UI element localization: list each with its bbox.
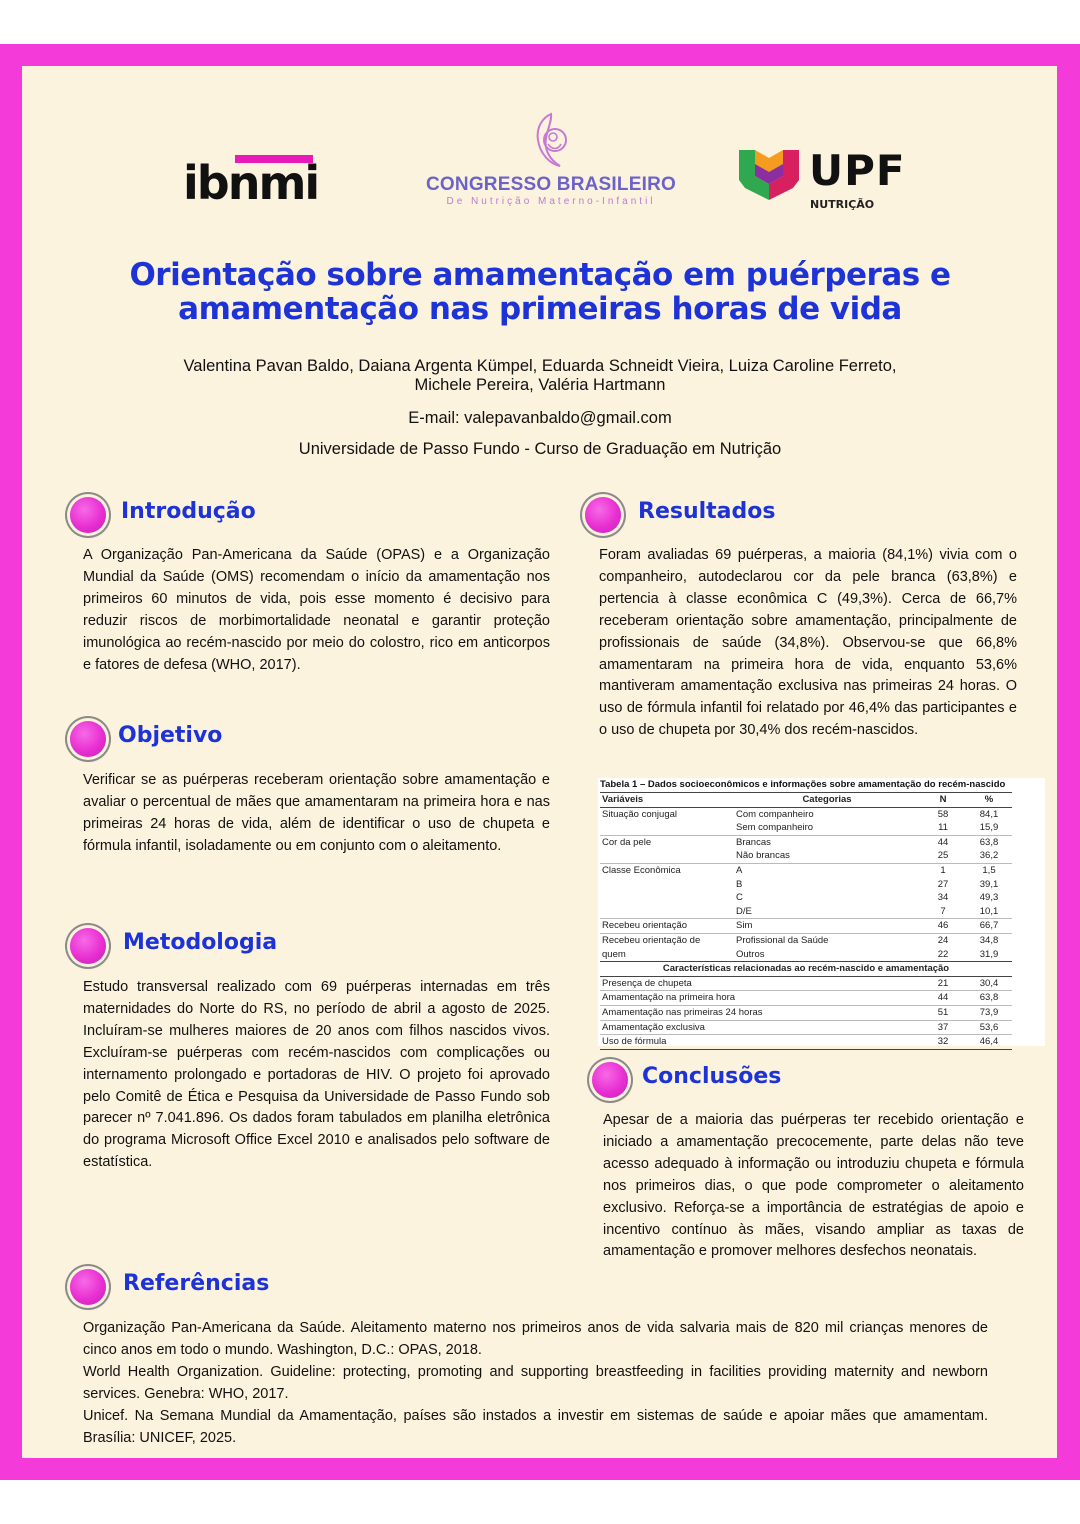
data-table: [600, 792, 1012, 1050]
table-cell: 15,9: [979, 822, 999, 834]
table-row: [600, 849, 1012, 863]
section-objetivo-header: [70, 721, 370, 765]
section-resultados-title: Resultados: [638, 499, 776, 524]
table-row: [600, 919, 1012, 934]
poster-title: [60, 258, 1020, 326]
table-cell: 63,8: [966, 991, 1012, 1006]
upf-logo: [737, 146, 937, 216]
references-list: [83, 1318, 988, 1449]
section-introducao-header: [70, 497, 370, 541]
ibnmi-logo: [183, 155, 333, 210]
table-cell: Brancas: [734, 835, 920, 849]
section-bullet-icon: [585, 497, 621, 533]
table-row: [600, 905, 1012, 919]
table-cell: 1: [920, 863, 966, 877]
table-cell: C: [736, 892, 743, 904]
table-cell: 7: [940, 905, 946, 917]
section-objetivo-title: Objetivo: [118, 723, 223, 748]
table-cell: 46: [920, 919, 966, 934]
reference-item: World Health Organization. Guideline: protecting, promoting and supporting breastfeeding in facilities providing maternity and newborn services. Genebra: WHO, 2017.: [83, 1363, 988, 1402]
section-introducao-title: Introdução: [121, 499, 256, 524]
poster-title-line1: Orientação sobre amamentação em puérperas e: [129, 257, 951, 293]
table-row: [600, 891, 1012, 905]
table-caption: Tabela 1 – Dados socioeconômicos e informações sobre amamentação do recém-nascido: [600, 779, 1006, 790]
upf-logo-subtitle: NUTRIÇÃO: [810, 198, 875, 211]
table-cell: A: [734, 863, 920, 877]
table-cell: 36,2: [979, 850, 999, 862]
table-row: [600, 1005, 1012, 1020]
section-bullet-icon: [592, 1062, 628, 1098]
table-cell: 49,3: [979, 892, 999, 904]
section-resultados-header: [585, 497, 885, 541]
section-metodologia-header: [70, 928, 370, 972]
table-cell: 30,4: [966, 976, 1012, 991]
table-cell: 25: [937, 850, 949, 862]
table-cell: 22: [937, 948, 949, 960]
upf-logo-text: UPF: [809, 146, 906, 195]
table-cell: 1,5: [966, 863, 1012, 877]
table-cell: 34: [937, 892, 949, 904]
section-resultados-text: Foram avaliadas 69 puérperas, a maioria (84,1%) vivia com o companheiro, autodeclarou cor da pele branca (63,8%) e pertencia à classe econômica C (49,3%). Cerca de 66,7% receberam orientação sobre amamentação, principalmente de profissionais de saúde (34,8%). Observou-se que 66,8% amamentaram na primeira hora de vida, enquanto 53,6% mantiveram amamentação exclusiva nas primeiras 24 horas. O uso de fórmula infantil foi relatado por 46,4% das participantes e o uso de chupeta por 30,4% dos recém-nascidos.: [599, 547, 1017, 739]
table-cell: [600, 849, 734, 863]
table-cell: Com companheiro: [736, 808, 814, 820]
table-cell: Sim: [734, 919, 920, 934]
table-cell: Cor da pele: [600, 835, 734, 849]
section-bullet-icon: [70, 721, 106, 757]
table-header-cell: Categorias: [802, 794, 852, 805]
section-bullet-icon: [70, 1269, 106, 1305]
congresso-logo: [420, 110, 682, 214]
reference-item: Unicef. Na Semana Mundial da Amamentação, países são instados a investir em sistemas de saúde e apoiar mães que amamentam. Brasília: UNICEF, 2025.: [83, 1407, 988, 1446]
table-cell: 73,9: [966, 1005, 1012, 1020]
authors-line1: Valentina Pavan Baldo, Daiana Argenta Kümpel, Eduarda Schneidt Vieira, Luiza Caroline Ferreto,: [183, 357, 897, 375]
table-cell: D/E: [736, 905, 752, 917]
section-conclusoes-title: Conclusões: [642, 1064, 782, 1089]
results-table: [598, 778, 1045, 1046]
section-referencias-header: [70, 1269, 370, 1313]
table-cell: 32: [920, 1035, 966, 1050]
table-cell: 63,8: [966, 835, 1012, 849]
poster-title-line2: amamentação nas primeiras horas de vida: [178, 291, 902, 327]
table-cell: Recebeu orientação: [600, 919, 734, 934]
section-bullet-icon: [70, 928, 106, 964]
table-row: [600, 948, 1012, 962]
table-row: [600, 863, 1012, 877]
table-cell: 27: [937, 878, 949, 890]
table-cell: 66,7: [966, 919, 1012, 934]
institution: Universidade de Passo Fundo - Curso de Graduação em Nutrição: [298, 440, 782, 458]
table-cell: Presença de chupeta: [600, 976, 920, 991]
table-row: [600, 835, 1012, 849]
table-header-cell: Variáveis: [602, 794, 644, 805]
table-cell: 10,1: [979, 905, 999, 917]
mother-baby-icon: [526, 110, 576, 172]
table-cell: 44: [920, 991, 966, 1006]
table-cell: 46,4: [966, 1035, 1012, 1050]
section-introducao-text: A Organização Pan-Americana da Saúde (OPAS) e a Organização Mundial da Saúde (OMS) recomendam o início da amamentação nos primeiros 60 minutos de vida, pois esse momento é decisivo para reduzir riscos de morbimortalidade neonatal e garantir proteção imunológica ao recém-nascido por meio do colostro, rico em anticorpos e fatores de defesa (WHO, 2017).: [83, 547, 550, 673]
upf-shield-icon: [737, 146, 801, 202]
section-metodologia-text: Estudo transversal realizado com 69 puérperas internadas em três maternidades do Norte do RS, no período de abril a agosto de 2025. Incluíram-se mulheres maiores de 20 anos com filhos nascidos vivos. Excluíram-se puérperas com recém-nascidos com complicações ou internamento prolongado e portadoras de HIV. O projeto foi aprovado pelo Comitê de Ética e Pesquisa da Universidade de Passo Fundo sob parecer nº 7.041.896. Os dados foram tabulados em planilha eletrônica do programa Microsoft Office Excel 2010 e analisados pelo software de estatística.: [83, 979, 550, 1171]
table-cell: Amamentação nas primeiras 24 horas: [600, 1005, 920, 1020]
reference-item: Organização Pan-Americana da Saúde. Aleitamento materno nos primeiros anos de vida salvaria mais de 820 mil crianças menores de cinco anos em todo o mundo. Washington, D.C.: OPAS, 2018.: [83, 1320, 988, 1358]
table-cell: 84,1: [979, 808, 999, 820]
table-cell: 53,6: [966, 1020, 1012, 1035]
table-cell: Não brancas: [736, 850, 790, 862]
table-cell: 51: [920, 1005, 966, 1020]
congresso-logo-line1: CONGRESSO BRASILEIRO: [426, 174, 676, 195]
table-header-cell: %: [984, 794, 994, 805]
table-row: [600, 878, 1012, 892]
authors-line2: Michele Pereira, Valéria Hartmann: [414, 376, 666, 394]
table-cell: Outros: [736, 948, 765, 960]
table-row: [600, 991, 1012, 1006]
table-cell: [600, 891, 734, 905]
table-cell: 21: [920, 976, 966, 991]
table-cell: [600, 821, 734, 835]
table-cell: 44: [920, 835, 966, 849]
table-cell: [600, 878, 734, 892]
table-cell: 39,1: [979, 878, 999, 890]
table-cell: Situação conjugal: [602, 808, 677, 820]
table-row: [600, 807, 1012, 821]
table-cell: Amamentação na primeira hora: [600, 991, 920, 1006]
table-cell: 58: [937, 808, 949, 820]
section-bullet-icon: [70, 497, 106, 533]
table-cell: 11: [938, 822, 948, 834]
congresso-logo-line2: De Nutrição Materno-Infantil: [446, 196, 656, 207]
table-cell: Sem companheiro: [736, 822, 814, 834]
table-cell: quem: [602, 948, 626, 960]
table-row: [600, 976, 1012, 991]
section-conclusoes-header: [592, 1062, 892, 1106]
table-cell: 34,8: [966, 933, 1012, 947]
authors: [100, 357, 980, 395]
table-row: [600, 821, 1012, 835]
table-cell: Classe Econômica: [600, 863, 734, 877]
section-referencias-title: Referências: [123, 1271, 270, 1296]
ibnmi-logo-text: ibnmi: [183, 156, 319, 210]
table-cell: 31,9: [979, 948, 999, 960]
table-cell: Amamentação exclusiva: [600, 1020, 920, 1035]
table-header-cell: N: [939, 794, 947, 805]
section-objetivo-text: Verificar se as puérperas receberam orientação sobre amamentação e avaliar o percentual de mães que amamentaram na primeira hora e nas primeiras 24 horas de vida, além de identificar o uso de chupeta e fórmula infantil, isoladamente ou em conjunto com o aleitamento.: [83, 772, 550, 854]
table-cell: Profissional da Saúde: [734, 933, 920, 947]
table-cell: [600, 905, 734, 919]
section-conclusoes-text: Apesar de a maioria das puérperas ter recebido orientação e iniciado a amamentação precocemente, parte delas não teve acesso adequado à informação ou introduziu chupeta e fórmula nos primeiros dias, o que pode comprometer o aleitamento exclusivo. Reforça-se a importância de estratégias de apoio e incentivo contínuo às mães, visando ampliar as taxas de amamentação e promover melhores desfechos neonatais.: [603, 1112, 1024, 1260]
table-row: [600, 1020, 1012, 1035]
table-cell: Uso de fórmula: [600, 1035, 920, 1050]
table-cell: Recebeu orientação de: [600, 933, 734, 947]
table-cell: 37: [920, 1020, 966, 1035]
table-row: [600, 1035, 1012, 1050]
table-subheader: Características relacionadas ao recém-nascido e amamentação: [600, 962, 1012, 977]
table-cell: 24: [920, 933, 966, 947]
table-header-row: [600, 793, 1012, 808]
section-metodologia-title: Metodologia: [123, 930, 278, 955]
email: E-mail: valepavanbaldo@gmail.com: [408, 409, 672, 427]
table-row: [600, 933, 1012, 947]
table-cell: B: [736, 878, 743, 890]
